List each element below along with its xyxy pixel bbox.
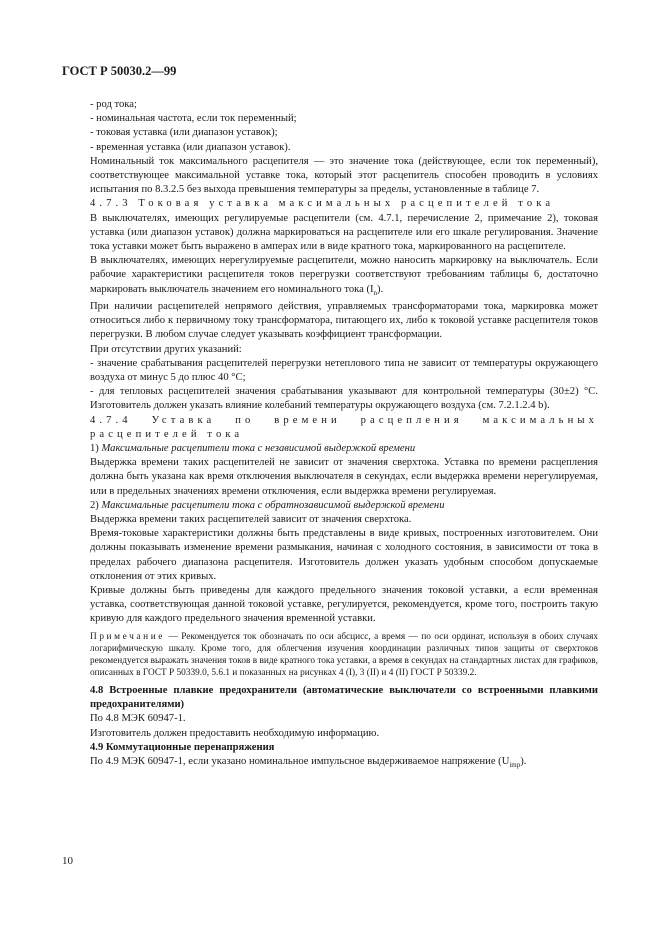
subsection-title (90, 442, 598, 456)
paragraph: В выключателях, имеющих регулируемые расцепители (см. 4.7.1, перечисление 2, примечание 2), токовая уставка (или диапазон уставок) должна маркироваться на расцепителе или его шкале регулирования. Значение тока уставки может быть выражено в амперах или в виде кратного тока, маркированного на расцепителе. (90, 212, 598, 253)
subsection-title (90, 499, 598, 513)
page-content (90, 98, 598, 772)
paragraph-text: ). (377, 283, 384, 295)
paragraph: Выдержка времени таких расцепителей зависит от значения сверхтока. (90, 514, 412, 525)
note (90, 631, 598, 679)
page-number: 10 (62, 855, 73, 867)
paragraph: При отсутствии других указаний: (90, 343, 242, 355)
paragraph-text: По 4.9 МЭК 60947-1, если указано номинальное импульсное выдерживаемое напряжение (U (90, 756, 510, 768)
note-label: Примечание (90, 631, 165, 642)
document-header: ГОСТ Р 50030.2—99 (62, 64, 177, 78)
item-number: 2) (90, 499, 99, 511)
list-item: - род тока; (90, 99, 137, 110)
paragraph: Кривые должны быть приведены для каждого предельного значения токовой уставки, а если временная уставка, соответствующая данной токовой уставке, регулируется, рекомендуется, кроме того, построить такую кривую для каждого предельного значения временной уставки. (90, 585, 598, 625)
paragraph-text: В выключателях, имеющих нерегулируемые расцепители, можно наносить маркировку на выключатель. Если рабочие характеристики расцепителя токов перегрузки соответствуют требованиям таблицы 6, достаточно маркировать выключатель значением его номинального тока (I (90, 255, 598, 295)
note-text: — Рекомендуется ток обозначать по оси абсцисс, а время — по оси ординат, используя в обоих случаях логарифмическую шкалу. Кроме того, для облегчения изучения координации различных типов защиты от сверхтоков рекомендуется выражать значения токов в виде кратного тока уставки, а время в секундах на стандартных листах для графиков, описанных в ГОСТ Р 50339.0, 5.6.1 и показанных на рисунках 4 (I), 3 (II) и 4 (II) ГОСТ Р 50339.2. (90, 631, 598, 678)
paragraph: При наличии расцепителей непрямого действия, управляемых трансформаторами тока, маркировка может относиться либо к первичному току трансформатора, питающего их, либо к токовой уставке расцепителя токов перегрузки. В любом случае следует указывать коэффициент трансформации. (90, 300, 598, 341)
paragraph: Изготовитель должен предоставить необходимую информацию. (90, 727, 380, 739)
subscript: imp (509, 761, 521, 770)
paragraph: Выдержка времени таких расцепителей не зависит от значения сверхтока. Уставка по времени расцепления должна быть указана как время отключения выключателя в секундах, если выдержка времени нерегулируемая, или в предельных значениях времени отключения, если выдержка времени регулируемая. (90, 457, 598, 497)
list-item: - номинальная частота, если ток переменный; (90, 113, 297, 125)
subscript: n (373, 288, 378, 297)
paragraph: Время-токовые характеристики должны быть представлены в виде кривых, построенных изготовителем. Они должны показывать изменение времени размыкания, начиная с холодного состояния, в зависимости от тока в пределах рабочего диапазона расцепителя. Изготовитель должен указать удобным способом допускаемые отклонения от этих кривых. (90, 528, 598, 582)
section-title-4-7-4: 4.7.4 Уставка по времени расцепления максимальных расцепителей тока (90, 414, 598, 440)
section-title-4-8: 4.8 Встроенные плавкие предохранители (автоматические выключатели со встроенными плавкими предохранителями) (90, 685, 598, 711)
section-title-4-7-3: 4.7.3 Токовая уставка максимальных расцепителей тока (90, 198, 555, 210)
list-item: - токовая уставка (или диапазон уставок); (90, 127, 278, 139)
item-title: Максимальные расцепители тока с обратнозависимой выдержкой времени (101, 499, 445, 511)
list-item: - временная уставка (или диапазон уставок). (90, 141, 291, 153)
item-number: 1) (90, 442, 99, 454)
paragraph-text: ). (520, 756, 527, 768)
section-title-4-9: 4.9 Коммутационные перенапряжения (90, 741, 275, 753)
paragraph: - для тепловых расцепителей значения срабатывания указывают для контрольной температуры (30±2) °С. Изготовитель должен указать влияние колебаний температуры окружающего воздуха (см. 7.2.1.2.4 b). (90, 386, 598, 412)
item-title: Максимальные расцепители тока с независимой выдержкой времени (101, 442, 416, 454)
paragraph: Номинальный ток максимального расцепителя — это значение тока (действующее, если ток переменный), соответствующее максимальной уставке тока, который этот расцепитель способен проводить в условиях испытания по 8.3.2.5 без выхода превышения температуры за пределы, установленные в таблице 7. (90, 155, 598, 196)
paragraph (90, 755, 598, 772)
paragraph (90, 254, 598, 300)
paragraph: По 4.8 МЭК 60947-1. (90, 713, 186, 725)
paragraph: - значение срабатывания расцепителей перегрузки нетеплового типа не зависит от температуры окружающего воздуха от минус 5 до плюс 40 °С; (90, 357, 598, 383)
